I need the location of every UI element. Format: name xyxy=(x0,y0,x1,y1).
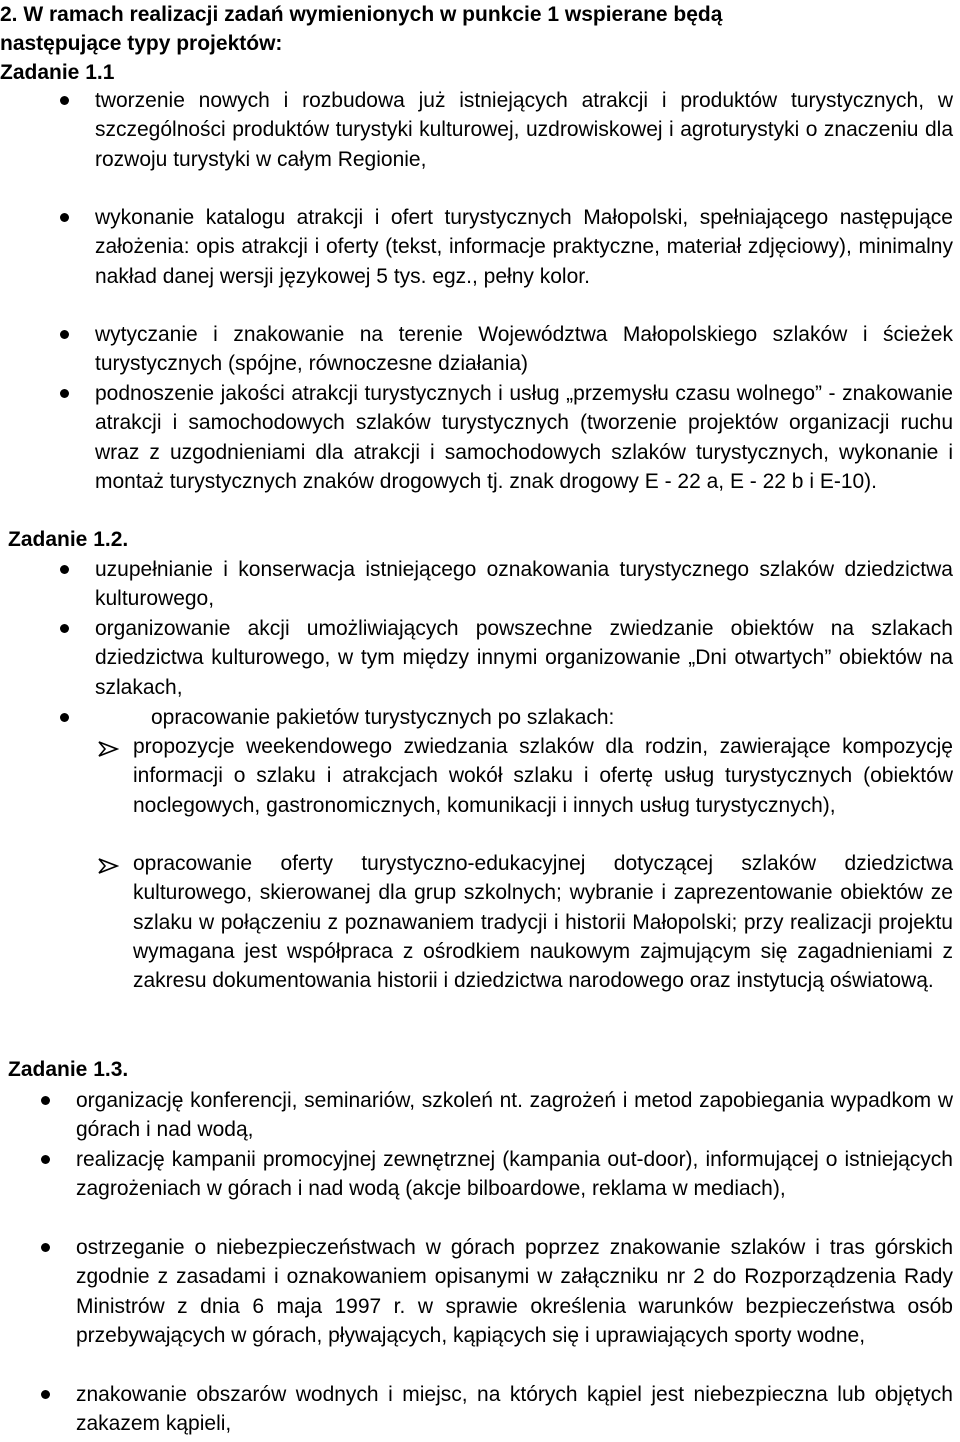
task-1-1-title: Zadanie 1.1 xyxy=(0,61,115,84)
section-heading xyxy=(0,0,900,59)
task-1-2-title: Zadanie 1.2. xyxy=(8,528,129,551)
bullet-icon xyxy=(60,713,69,722)
list-item: opracowanie pakietów turystycznych po szlakach: xyxy=(151,706,615,729)
list-item: wytyczanie i znakowanie na terenie Województwa Małopolskiego szlaków i ścieżek turystycznych (spójne, równoczesne działania) xyxy=(95,323,953,376)
task-1-3-title: Zadanie 1.3. xyxy=(8,1058,129,1081)
bullet-icon xyxy=(41,1096,50,1105)
bullet-icon xyxy=(41,1390,50,1399)
bullet-icon xyxy=(41,1155,50,1164)
bullet-icon xyxy=(60,624,69,633)
bullet-icon xyxy=(60,213,69,222)
bullet-icon xyxy=(60,565,69,574)
list-item: uzupełnianie i konserwacja istniejącego oznakowania turystycznego szlaków dziedzictwa kulturowego, xyxy=(95,558,953,611)
bullet-icon xyxy=(60,96,69,105)
list-item: organizację konferencji, seminariów, szkoleń nt. zagrożeń i metod zapobiegania wypadkom w górach i nad wodą, xyxy=(76,1089,953,1142)
list-item: organizowanie akcji umożliwiających powszechne zwiedzanie obiektów na szlakach dziedzictwa kulturowego, w tym między innymi organizowanie „Dni otwartych” obiektów na szlakach, xyxy=(95,617,953,699)
bullet-icon xyxy=(60,330,69,339)
sub-list-item: propozycje weekendowego zwiedzania szlaków dla rodzin, zawierające kompozycję informacji o szlaku i atrakcjach wokół szlaku i ofertę usług turystycznych (obiektów noclegowych, gastronomicznych, komunikacji i innych usług turystycznych), xyxy=(133,735,953,817)
bullet-icon xyxy=(41,1243,50,1252)
list-item: ostrzeganie o niebezpieczeństwach w górach poprzez znakowanie szlaków i tras górskich zgodnie z zasadami i oznakowaniem opisanymi w załączniku nr 2 do Rozporządzenia Rady Ministrów z dnia 6 maja 1997 r. w sprawie określenia warunków bezpieczeństwa osób przebywających w górach, pływających, kąpiących się i uprawiających sporty wodne, xyxy=(76,1236,953,1347)
sub-list-item: opracowanie oferty turystyczno-edukacyjnej dotyczącej szlaków dziedzictwa kulturowego, skierowanej dla grup szkolnych; wybranie i zaprezentowanie obiektów ze szlaku w połączeniu z poznawaniem tradycji i historii Małopolski; przy realizacji projektu wymagana jest współpraca z ośrodkiem naukowym zajmującym się zagadnieniami z zakresu dokumentowania historii i dziedzictwa narodowego oraz instytucją oświatową. xyxy=(133,852,953,993)
arrow-bullet-icon xyxy=(97,740,119,758)
list-item: znakowanie obszarów wodnych i miejsc, na których kąpiel jest niebezpieczna lub objętych zakazem kąpieli, xyxy=(76,1383,953,1436)
list-item: wykonanie katalogu atrakcji i ofert turystycznych Małopolski, spełniającego następujące założenia: opis atrakcji i oferty (tekst, informacje praktyczne, materiał zdjęciowy), minimalny nakład danej wersji językowej 5 tys. egz., pełny kolor. xyxy=(95,206,953,288)
bullet-icon xyxy=(60,389,69,398)
heading-line-2: następujące typy projektów: xyxy=(0,32,283,56)
list-item: podnoszenie jakości atrakcji turystycznych i usług „przemysłu czasu wolnego” - znakowanie atrakcji i samochodowych szlaków turystycznych (tworzenie projektów organizacji ruchu wraz z uzgodnieniami dla atrakcji i samochodowych szlaków turystycznych, wykonanie i montaż turystycznych znaków drogowych tj. znak drogowy E - 22 a, E - 22 b i E-10). xyxy=(95,382,953,493)
heading-line-1: 2. W ramach realizacji zadań wymienionych w punkcie 1 wspierane będą xyxy=(0,3,723,26)
list-item: realizację kampanii promocyjnej zewnętrznej (kampania out-door), informującej o istniejących zagrożeniach w górach i nad wodą (akcje bilboardowe, reklama w mediach), xyxy=(76,1148,953,1201)
list-item: tworzenie nowych i rozbudowa już istniejących atrakcji i produktów turystycznych, w szczególności produktów turystyki kulturowej, uzdrowiskowej i agroturystyki o znaczeniu dla rozwoju turystyki w całym Regionie, xyxy=(95,89,953,171)
arrow-bullet-icon xyxy=(97,857,119,875)
